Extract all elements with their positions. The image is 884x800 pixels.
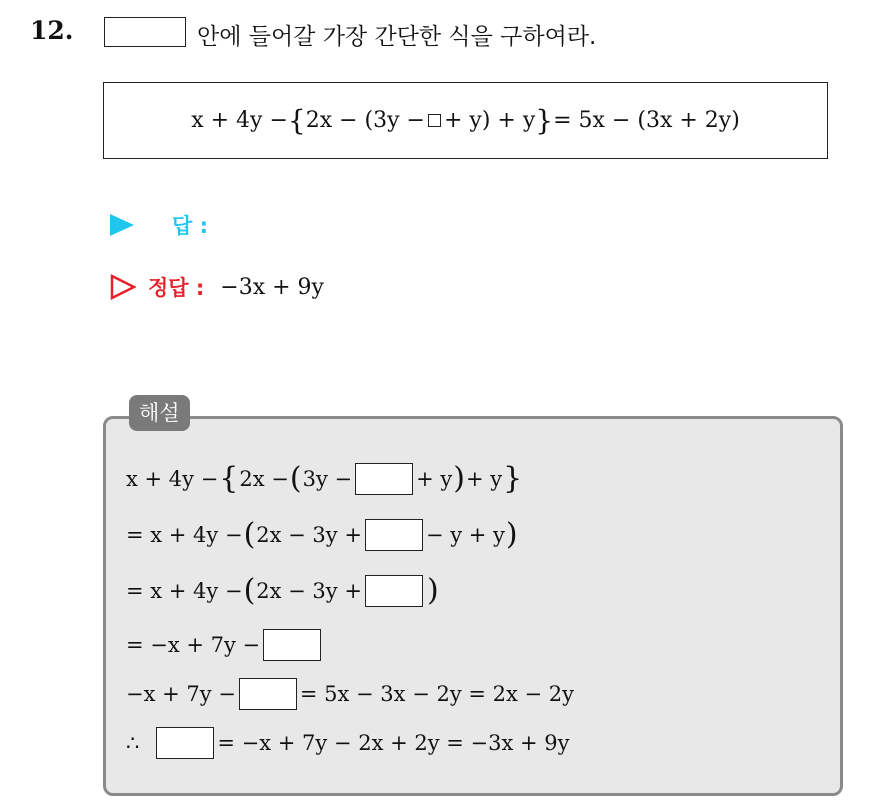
math-text: = x + 4y − [126,523,243,547]
math-text: −x + 7y − [126,682,236,706]
correct-answer-value: −3x + 9y [220,274,324,300]
math-paren: ) [505,517,518,552]
blank-box [104,17,186,47]
question-text: 안에 들어갈 가장 간단한 식을 구하여라. [197,24,597,50]
math-text: = x + 4y − [126,579,243,603]
solution-line-1 [126,457,523,501]
math-text: 3y − [302,467,353,491]
solution-line-4 [126,623,324,667]
blank-box [355,463,413,495]
math-paren: ( [243,573,256,608]
blank-box [263,629,321,661]
answer-label: 답 : [172,214,208,238]
blank-box [365,519,423,551]
math-text: = −x + 7y − [126,633,261,657]
outline-arrow-icon [110,274,136,300]
math-paren: ) [453,461,465,496]
equation-part: 2x − (3y − [305,108,425,133]
equation-part: + y) + y [443,108,536,133]
solution-line-6 [126,721,570,765]
correct-answer-row [110,272,324,302]
play-arrow-icon [110,214,134,236]
math-text: 2x − 3y + [256,523,362,547]
correct-answer-label: 정답 : [148,276,205,300]
math-brace: { [219,461,239,496]
math-text: + y [465,467,503,491]
question-number: 12. [30,16,74,45]
equation-brace: { [287,104,306,137]
blank-box [239,678,297,710]
blank-square-icon [428,114,441,127]
math-text: − y + y [425,523,505,547]
math-text: x + 4y − [126,467,219,491]
math-paren: ( [243,517,256,552]
solution-tag: 해설 [129,395,190,431]
equation-part: x + 4y − [191,108,288,133]
blank-box [156,727,214,759]
math-text: 2x − [239,467,289,491]
solution-box [103,416,843,796]
blank-box [365,575,423,607]
answer-row [110,210,208,240]
math-text: = −x + 7y − 2x + 2y = −3x + 9y [217,731,570,755]
solution-line-2 [126,513,519,557]
equation-part: = 5x − (3x + 2y) [553,108,740,133]
math-text: + y [416,467,453,491]
math-paren: ) [426,573,439,608]
math-paren: ( [289,461,302,496]
solution-line-3 [126,569,440,613]
math-text: = 5x − 3x − 2y = 2x − 2y [299,682,575,706]
equation-brace: } [535,104,554,137]
problem-equation-box [103,82,828,159]
math-brace: } [503,461,523,496]
math-text: 2x − 3y + [256,579,362,603]
therefore-symbol: ∴ [126,731,140,755]
solution-line-5 [126,672,574,716]
